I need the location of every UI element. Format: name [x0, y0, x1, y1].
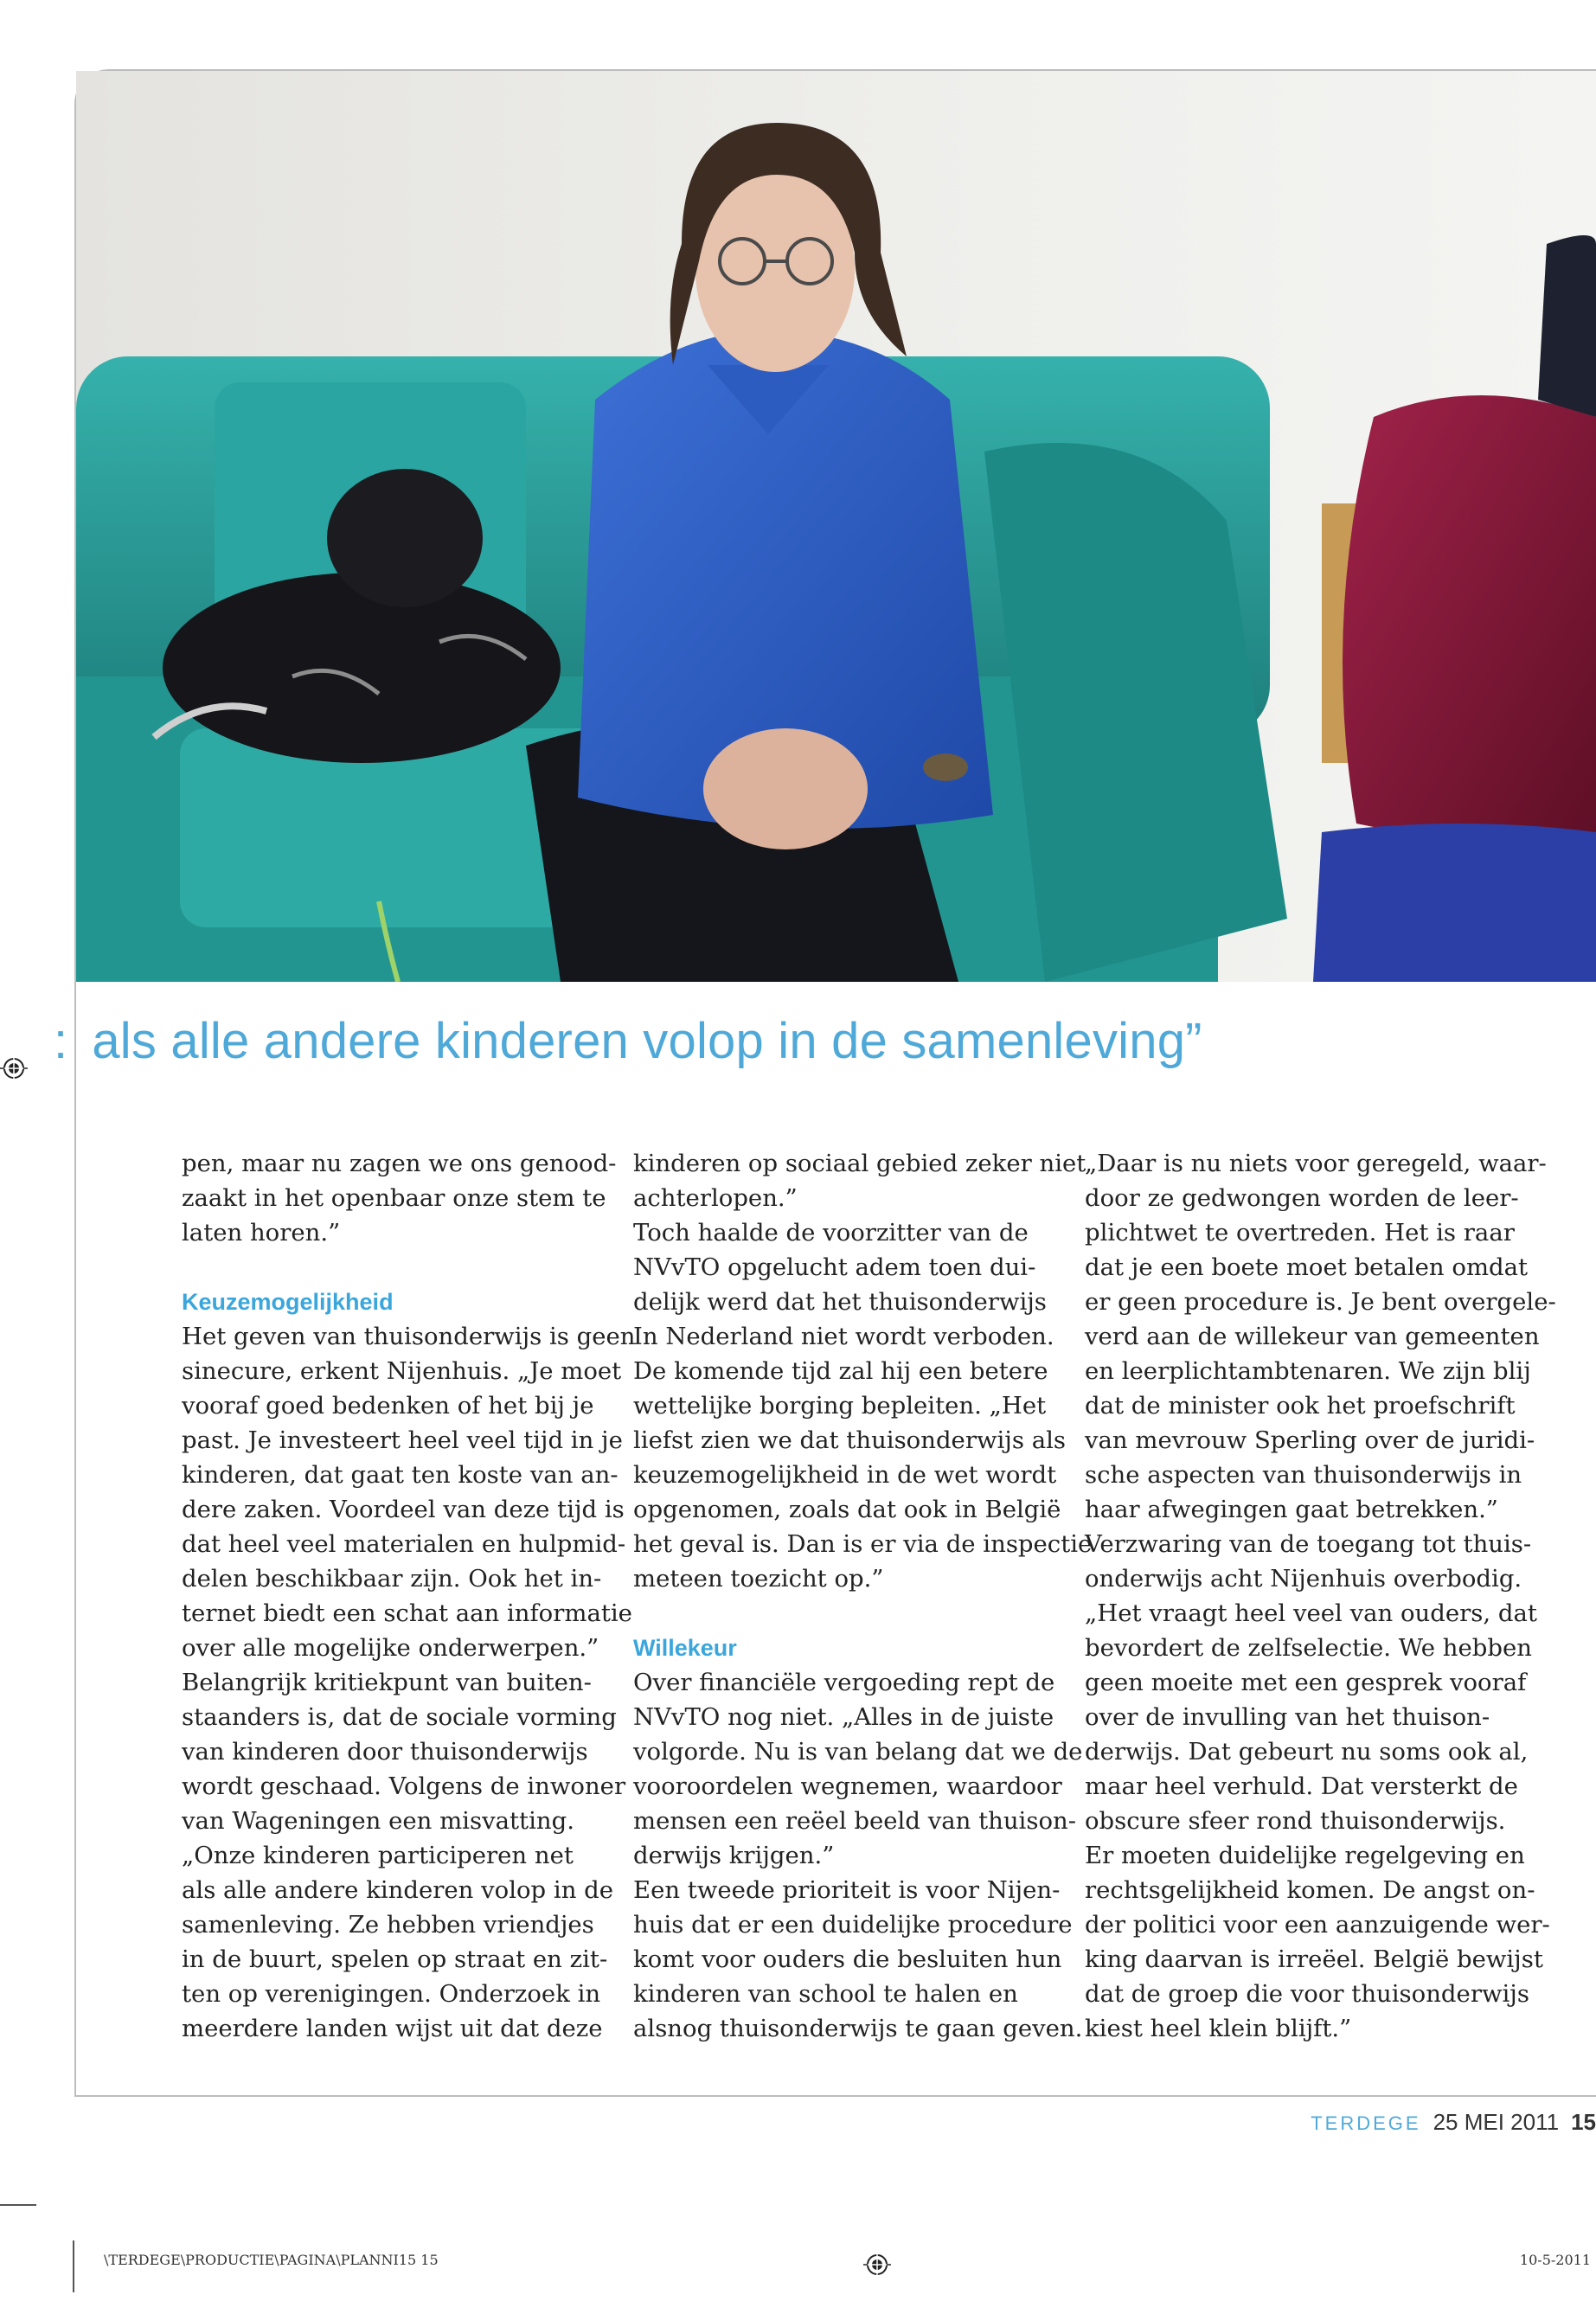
text-line: haar afwegingen gaat betrekken.” [1085, 1496, 1498, 1523]
text-line: meerdere landen wijst uit dat deze [182, 2015, 603, 2042]
text-line: derwijs. Dat gebeurt nu soms ook al, [1085, 1738, 1529, 1766]
slug-date: 10-5-2011 [1519, 2252, 1591, 2268]
text-line: kinderen op sociaal gebied zeker niet [633, 1150, 1086, 1177]
text-line: De komende tijd zal hij een betere [633, 1357, 1048, 1385]
text-line: derwijs krijgen.” [633, 1842, 835, 1869]
text-line: plichtwet te overtreden. Het is raar [1085, 1219, 1515, 1247]
magazine-name: TERDEGE [1311, 2112, 1421, 2134]
text-line: maar heel verhuld. Dat versterkt de [1085, 1772, 1518, 1800]
text-line: bevordert de zelfselectie. We hebben [1085, 1634, 1532, 1662]
registration-mark-icon [0, 1054, 28, 1082]
pull-quote-fragment: : [54, 1013, 68, 1069]
text-line: door ze gedwongen worden de leer- [1085, 1184, 1519, 1212]
text-line: „Daar is nu niets voor geregeld, waar- [1085, 1150, 1547, 1177]
cushion [1343, 395, 1596, 839]
article-column-2 [633, 1146, 1093, 2046]
subheading: Keuzemogelijkheid [182, 1289, 394, 1315]
text-line: dat je een boete moet betalen omdat [1085, 1253, 1529, 1281]
text-line: dat de groep die voor thuisonderwijs [1085, 1980, 1529, 2008]
text-line: kiest heel klein blijft.” [1085, 2015, 1352, 2042]
subheading: Willekeur [633, 1635, 737, 1661]
text-line: der politici voor een aanzuigende wer- [1085, 1911, 1550, 1939]
text-line: van Wageningen een misvatting. [182, 1807, 574, 1835]
text-line: komt voor ouders die besluiten hun [633, 1945, 1062, 1973]
text-line: delen beschikbaar zijn. Ook het in- [182, 1565, 602, 1593]
portrait-illustration [76, 71, 1596, 982]
text-line: zaakt in het openbaar onze stem te [182, 1184, 606, 1212]
text-line: delijk werd dat het thuisonderwijs [633, 1288, 1047, 1316]
article-column-1 [182, 1146, 636, 2046]
text-line: obscure sfeer rond thuisonderwijs. [1085, 1807, 1506, 1835]
portrait-photo [76, 71, 1596, 982]
text-line: Verzwaring van de toegang tot thuis- [1085, 1530, 1532, 1558]
slug-path: \TERDEGE\PRODUCTIE\PAGINA\PLANNI15 15 [104, 2252, 439, 2268]
text-line: Over financiële vergoeding rept de [633, 1669, 1055, 1696]
issue-date: 25 MEI 2011 [1433, 2109, 1560, 2135]
text-line: Er moeten duidelijke regelgeving en [1085, 1842, 1525, 1869]
text-line: sche aspecten van thuisonderwijs in [1085, 1461, 1522, 1489]
text-line: opgenomen, zoals dat ook in België [633, 1496, 1061, 1523]
crop-mark [73, 2240, 74, 2292]
text-line: van kinderen door thuisonderwijs [182, 1738, 588, 1766]
text-line: past. Je investeert heel veel tijd in je [182, 1426, 623, 1454]
text-line: van mevrouw Sperling over de juridi- [1085, 1426, 1535, 1454]
text-line: en leerplichtambtenaren. We zijn blij [1085, 1357, 1531, 1385]
text-line: dat heel veel materialen en hulpmid- [182, 1530, 626, 1558]
text-line: huis dat er een duidelijke procedure [633, 1911, 1073, 1939]
text-line: onderwijs acht Nijenhuis overbodig. [1085, 1565, 1522, 1593]
pull-quote-text: als alle andere kinderen volop in de samenleving” [92, 1013, 1202, 1069]
text-line: meteen toezicht op.” [633, 1565, 884, 1593]
text-line: kinderen, dat gaat ten koste van an- [182, 1461, 619, 1489]
text-line: ten op verenigingen. Onderzoek in [182, 1980, 601, 2008]
text-line: Het geven van thuisonderwijs is geen [182, 1323, 636, 1350]
text-line: het geval is. Dan is er via de inspectie [633, 1530, 1093, 1558]
text-line: verd aan de willekeur van gemeenten [1085, 1323, 1540, 1350]
text-line: laten horen.” [182, 1219, 341, 1247]
text-line: Een tweede prioriteit is voor Nijen- [633, 1876, 1061, 1904]
text-line: volgorde. Nu is van belang dat we de [633, 1738, 1083, 1766]
text-line: „Het vraagt heel veel van ouders, dat [1085, 1599, 1537, 1627]
text-line: mensen een reëel beeld van thuison- [633, 1807, 1077, 1835]
text-line: er geen procedure is. Je bent overgele- [1085, 1288, 1556, 1316]
text-line: over de invulling van het thuison- [1085, 1703, 1490, 1731]
text-line: geen moeite met een gesprek vooraf [1085, 1669, 1527, 1696]
text-line: In Nederland niet wordt verboden. [633, 1323, 1054, 1350]
text-line: kinderen van school te halen en [633, 1980, 1018, 2008]
text-line: Toch haalde de voorzitter van de [633, 1219, 1029, 1247]
text-line: staanders is, dat de sociale vorming [182, 1703, 617, 1731]
text-line: samenleving. Ze hebben vriendjes [182, 1911, 594, 1939]
article-column-3 [1085, 1146, 1556, 2046]
text-line: NVvTO opgelucht adem toen dui- [633, 1253, 1036, 1281]
text-line: king daarvan is irreëel. België bewijst [1085, 1945, 1543, 1973]
text-line: dere zaken. Voordeel van deze tijd is [182, 1496, 625, 1523]
text-line: keuzemogelijkheid in de wet wordt [633, 1461, 1057, 1489]
text-line: vooroordelen wegnemen, waardoor [633, 1772, 1062, 1800]
text-line: NVvTO nog niet. „Alles in de juiste [633, 1703, 1054, 1731]
text-line: over alle mogelijke onderwerpen.” [182, 1634, 599, 1662]
dog [163, 573, 561, 763]
text-line: achterlopen.” [633, 1184, 798, 1212]
crop-mark [0, 2204, 36, 2206]
text-line: dat de minister ook het proefschrift [1085, 1392, 1516, 1420]
text-line: liefst zien we dat thuisonderwijs als [633, 1426, 1066, 1454]
text-line: in de buurt, spelen op straat en zit- [182, 1945, 608, 1973]
text-line: Belangrijk kritiekpunt van buiten- [182, 1669, 592, 1696]
text-line: vooraf goed bedenken of het bij je [182, 1392, 594, 1420]
text-line: wettelijke borging bepleiten. „Het [633, 1392, 1047, 1420]
text-line: sinecure, erkent Nijenhuis. „Je moet [182, 1357, 622, 1385]
text-line: pen, maar nu zagen we ons genood- [182, 1150, 617, 1177]
page-number: 15 [1571, 2109, 1596, 2135]
text-line: wordt geschaad. Volgens de inwoner [182, 1772, 626, 1800]
page-footer [1311, 2109, 1596, 2136]
text-line: rechtsgelijkheid komen. De angst on- [1085, 1876, 1535, 1904]
pull-quote [54, 1012, 1524, 1070]
text-line: „Onze kinderen participeren net [182, 1842, 574, 1869]
text-line: als alle andere kinderen volop in de [182, 1876, 614, 1904]
text-line: alsnog thuisonderwijs te gaan geven. [633, 2015, 1083, 2042]
registration-mark-icon [863, 2251, 891, 2279]
text-line: ternet biedt een schat aan informatie [182, 1599, 632, 1627]
